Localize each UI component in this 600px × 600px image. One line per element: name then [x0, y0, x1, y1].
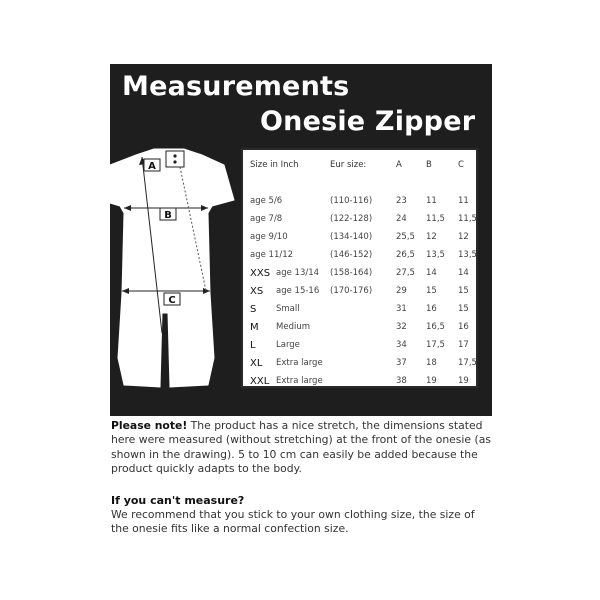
header-eur: Eur size:: [330, 160, 367, 170]
table-row: [243, 304, 476, 318]
c-cell: 13,5: [458, 250, 477, 260]
header-a: A: [396, 160, 402, 170]
c-cell: 15: [458, 286, 469, 296]
b-cell: 11,5: [426, 214, 445, 224]
measure-text: We recommend that you stick to your own clothing size, the size of the onesie fits like a normal confection size.: [111, 508, 475, 536]
a-cell: 32: [396, 322, 407, 332]
a-cell: 37: [396, 358, 407, 368]
title-line-2: Onesie Zipper: [260, 106, 476, 137]
c-cell: 15: [458, 304, 469, 314]
age-cell: Extra large: [276, 376, 323, 386]
label-b: B: [164, 210, 172, 221]
size-cell: S: [250, 304, 257, 315]
table-row: [243, 214, 476, 228]
b-cell: 15: [426, 286, 437, 296]
measure-heading: If you can't measure?: [111, 494, 245, 507]
b-cell: 13,5: [426, 250, 445, 260]
note-text: The product has a nice stretch, the dimensions stated here were measured (without stretching) at the front of the onesie (as shown in the drawing). 5 to 10 cm can easily be added because the product quickly adapts to the body.: [111, 419, 491, 476]
a-cell: 38: [396, 376, 407, 386]
b-cell: 16,5: [426, 322, 445, 332]
b-cell: 19: [426, 376, 437, 386]
a-cell: 26,5: [396, 250, 415, 260]
size-cell: XL: [250, 358, 263, 369]
eur-cell: (122-128): [330, 214, 373, 224]
c-cell: 16: [458, 322, 469, 332]
note-lead: Please note!: [111, 419, 188, 432]
size-table: [241, 148, 478, 388]
note-paragraph: [111, 419, 491, 477]
size-cell: XXS: [250, 268, 271, 279]
eur-cell: (146-152): [330, 250, 373, 260]
b-cell: 16: [426, 304, 437, 314]
label-c: C: [168, 295, 176, 306]
c-cell: 11,5: [458, 214, 477, 224]
age-cell: age 13/14: [276, 268, 320, 278]
age-cell: age 9/10: [250, 232, 288, 242]
eur-cell: (134-140): [330, 232, 373, 242]
table-row: [243, 196, 476, 210]
onesie-outline: [100, 149, 234, 387]
eur-cell: (158-164): [330, 268, 373, 278]
a-cell: 29: [396, 286, 407, 296]
table-row: [243, 268, 476, 282]
c-cell: 14: [458, 268, 469, 278]
b-cell: 18: [426, 358, 437, 368]
header-b: B: [426, 160, 432, 170]
b-cell: 17,5: [426, 340, 445, 350]
eur-cell: (110-116): [330, 196, 373, 206]
table-row: [243, 286, 476, 300]
label-a: A: [148, 161, 156, 172]
size-cell: L: [250, 340, 256, 351]
onesie-drawing: [96, 143, 241, 393]
a-cell: 31: [396, 304, 407, 314]
a-cell: 24: [396, 214, 407, 224]
a-cell: 25,5: [396, 232, 415, 242]
c-cell: 12: [458, 232, 469, 242]
age-cell: age 15-16: [276, 286, 320, 296]
age-cell: age 11/12: [250, 250, 294, 260]
table-row: [243, 250, 476, 264]
table-row: [243, 322, 476, 336]
table-row: [243, 232, 476, 246]
age-cell: age 7/8: [250, 214, 283, 224]
b-cell: 14: [426, 268, 437, 278]
size-cell: M: [250, 322, 259, 333]
size-cell: XS: [250, 286, 264, 297]
a-cell: 34: [396, 340, 407, 350]
title-line-1: Measurements: [122, 71, 350, 102]
table-row: [243, 376, 476, 390]
age-cell: Large: [276, 340, 300, 350]
age-cell: age 5/6: [250, 196, 283, 206]
age-cell: Small: [276, 304, 300, 314]
a-cell: 27,5: [396, 268, 415, 278]
c-cell: 11: [458, 196, 469, 206]
header-size: Size in Inch: [250, 160, 299, 170]
size-cell: XXL: [250, 376, 270, 387]
c-cell: 17,5: [458, 358, 477, 368]
a-cell: 23: [396, 196, 407, 206]
table-row: [243, 358, 476, 372]
b-cell: 12: [426, 232, 437, 242]
age-cell: Extra large: [276, 358, 323, 368]
eur-cell: (170-176): [330, 286, 373, 296]
header-c: C: [458, 160, 464, 170]
b-cell: 11: [426, 196, 437, 206]
c-cell: 17: [458, 340, 469, 350]
c-cell: 19: [458, 376, 469, 386]
table-row: [243, 340, 476, 354]
age-cell: Medium: [276, 322, 310, 332]
